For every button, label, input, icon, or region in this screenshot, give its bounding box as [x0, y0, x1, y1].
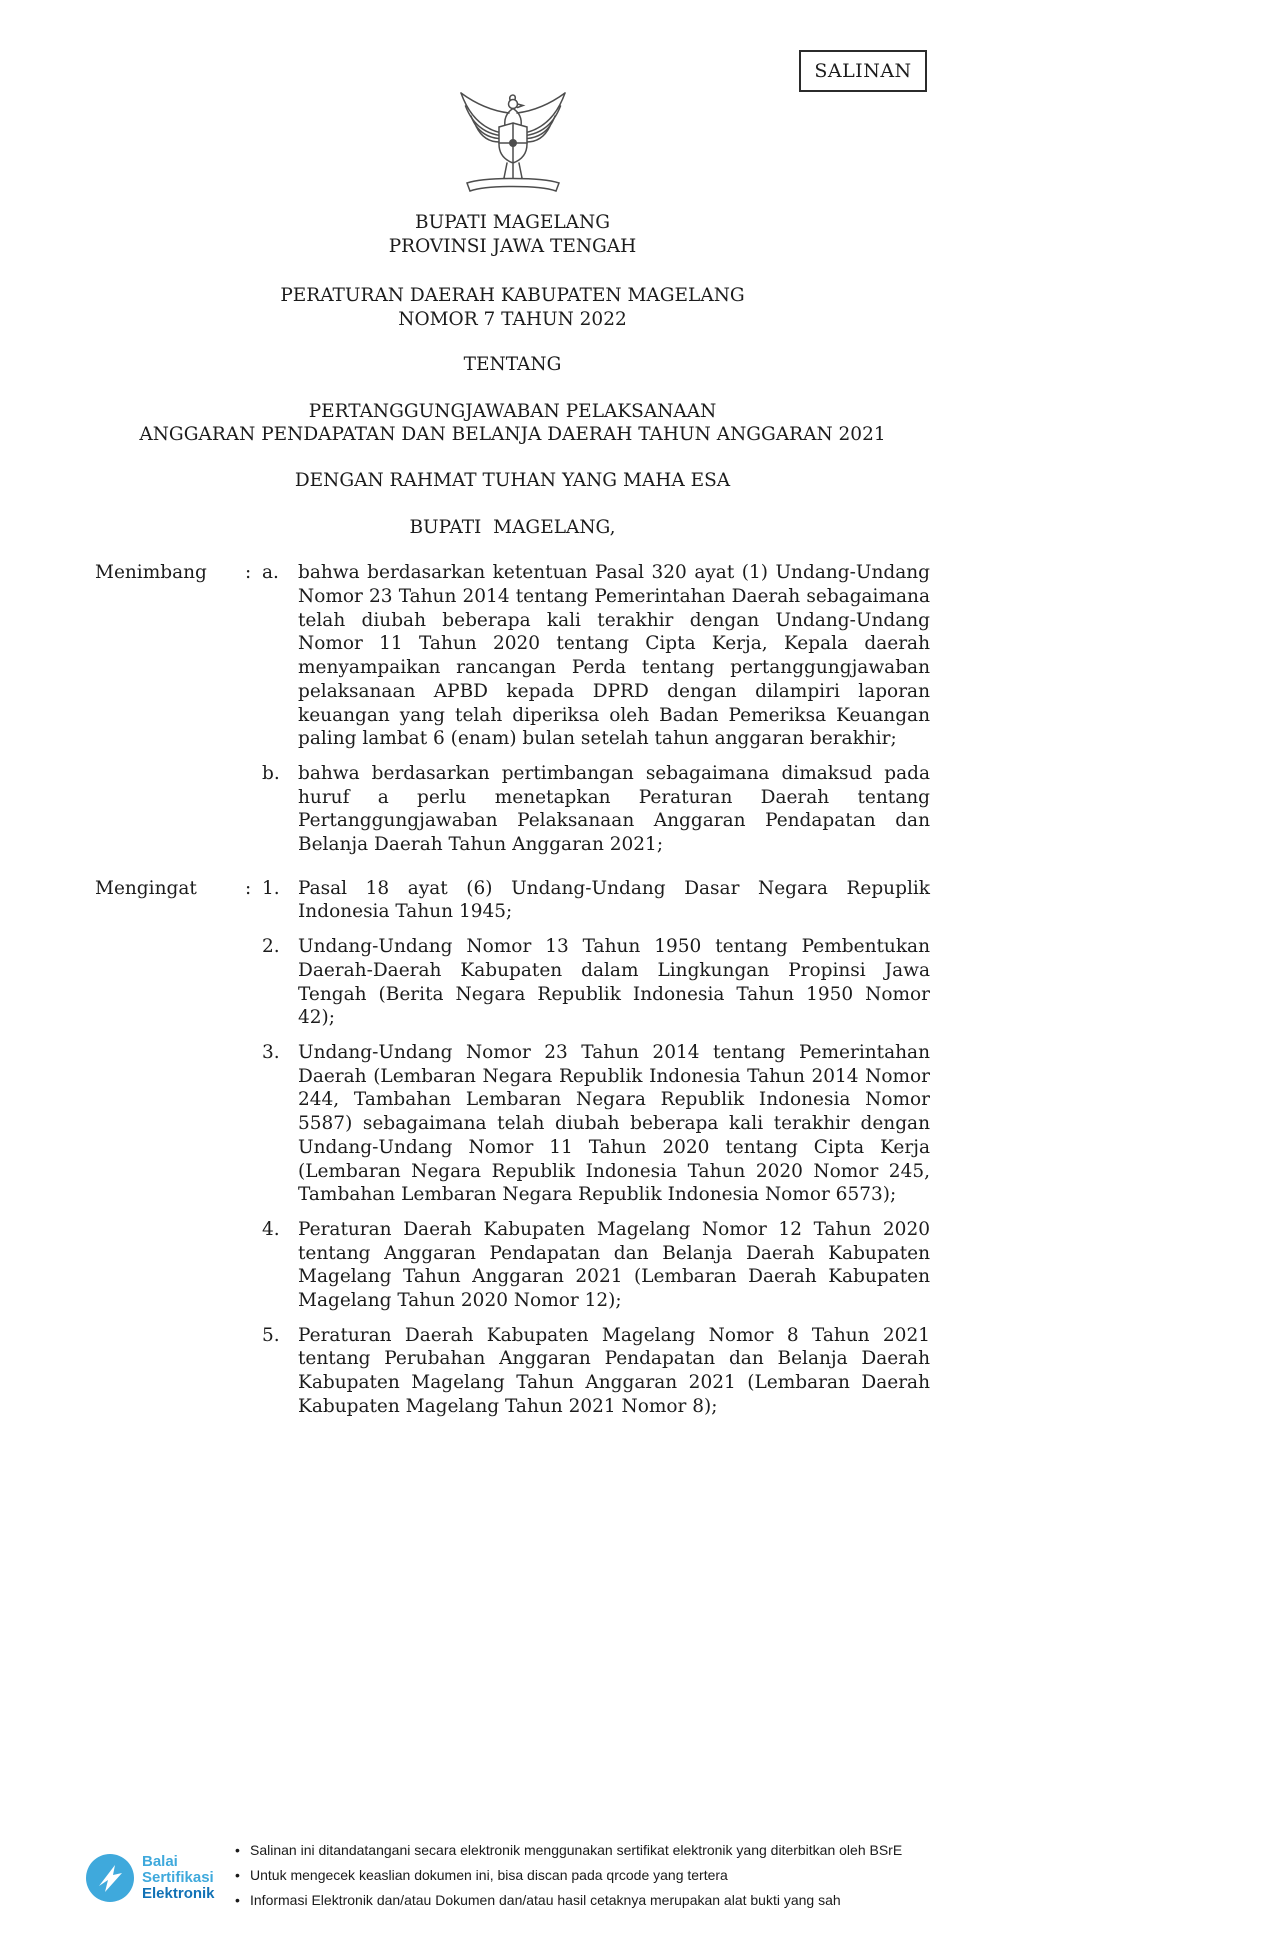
item-text: Peraturan Daerah Kabupaten Magelang Nomor 12 Tahun 2020 tentang Anggaran Pendapatan dan Belanja Daerah Kabupaten Magelang Tahun Anggaran 2021 (Lembaran Daerah Kabupaten Magelang Tahun 2020 Nomor 12);	[298, 1218, 930, 1312]
subject-line-1: PERTANGGUNGJAWABAN PELAKSANAAN	[308, 400, 717, 422]
item-marker: 3.	[262, 1041, 280, 1063]
item-text: Pasal 18 ayat (6) Undang-Undang Dasar Negara Repuplik Indonesia Tahun 1945;	[298, 877, 930, 923]
footer-note: • Informasi Elektronik dan/atau Dokumen dan/atau hasil cetaknya merupakan alat bukti yang sah	[235, 1890, 1185, 1911]
regulation-heading	[95, 284, 930, 331]
menimbang-colon: :	[245, 562, 252, 584]
salinan-stamp-label: SALINAN	[814, 60, 912, 82]
footer	[85, 1840, 1185, 1915]
mengingat-item-2	[262, 935, 930, 1030]
item-text: bahwa berdasarkan ketentuan Pasal 320 ayat (1) Undang-Undang Nomor 23 Tahun 2014 tentang Pemerintahan Daerah sebagaimana telah diubah beberapa kali terakhir dengan Undang-Undang Nomor 11 Tahun 2020 tentang Cipta Kerja, Kepala daerah menyampaikan rancangan Perda tentang pertanggungjawaban pelaksanaan APBD kepada DPRD dengan dilampiri laporan keuangan yang telah diperiksa oleh Badan Pemeriksa Keuangan paling lambat 6 (enam) bulan setelah tahun anggaran berakhir;	[298, 562, 930, 750]
invocation-heading: DENGAN RAHMAT TUHAN YANG MAHA ESA	[294, 469, 731, 491]
menimbang-label: Menimbang	[95, 562, 207, 584]
menimbang-body	[262, 561, 930, 856]
item-text: Peraturan Daerah Kabupaten Magelang Nomor 8 Tahun 2021 tentang Perubahan Anggaran Pendapatan dan Belanja Daerah Kabupaten Magelang Tahun Anggaran 2021 (Lembaran Daerah Kabupaten Magelang Tahun 2021 Nomor 8);	[298, 1324, 930, 1417]
item-marker: b.	[262, 762, 280, 784]
tentang-heading: TENTANG	[463, 353, 562, 375]
mengingat-item-3	[262, 1041, 930, 1207]
item-text: Undang-Undang Nomor 23 Tahun 2014 tentang Pemerintahan Daerah (Lembaran Negara Republik Indonesia Tahun 2014 Nomor 244, Tambahan Lembaran Negara Republik Indonesia Nomor 5587) sebagaimana telah diubah beberapa kali terakhir dengan Undang-Undang Nomor 11 Tahun 2020 tentang Cipta Kerja (Lembaran Negara Republik Indonesia Tahun 2020 Nomor 245, Tambahan Lembaran Negara Republik Indonesia Nomor 6573);	[298, 1041, 930, 1206]
authority-line-1: BUPATI MAGELANG	[414, 212, 610, 233]
item-text: Undang-Undang Nomor 13 Tahun 1950 tentang Pembentukan Daerah-Daerah Kabupaten dalam Lingkungan Propinsi Jawa Tengah (Berita Negara Republik Indonesia Tahun 1950 Nomor 42);	[298, 936, 930, 1029]
regulation-title: PERATURAN DAERAH KABUPATEN MAGELANG	[280, 285, 745, 307]
subject-line-2: ANGGARAN PENDAPATAN DAN BELANJA DAERAH TAHUN ANGGARAN 2021	[139, 424, 886, 446]
bsre-logo-line-1: Balai	[142, 1852, 178, 1870]
item-marker: a.	[262, 562, 279, 584]
mengingat-section	[95, 877, 930, 1419]
salinan-stamp	[799, 50, 927, 92]
mengingat-item-5	[262, 1324, 930, 1419]
footer-notes	[235, 1840, 1185, 1915]
bsre-logo-line-3: Elektronik	[142, 1884, 215, 1902]
mengingat-label: Mengingat	[95, 877, 197, 899]
mengingat-colon: :	[245, 877, 252, 899]
footer-note: • Salinan ini ditandatangani secara elektronik menggunakan sertifikat elektronik yang diterbitkan oleh BSrE	[235, 1840, 1185, 1861]
bsre-logo-line-2: Sertifikasi	[142, 1868, 214, 1886]
item-marker: 4.	[262, 1218, 280, 1240]
garuda-pancasila-emblem-icon	[453, 85, 573, 197]
subject-heading	[95, 400, 930, 447]
item-text: bahwa berdasarkan pertimbangan sebagaimana dimaksud pada huruf a perlu menetapkan Peraturan Daerah tentang Pertanggungjawaban Pelaksanaan Anggaran Pendapatan dan Belanja Daerah Tahun Anggaran 2021;	[298, 762, 930, 856]
mengingat-item-1	[262, 877, 930, 924]
authority-heading	[95, 211, 930, 258]
bsre-logo-text	[142, 1854, 215, 1902]
menimbang-section	[95, 561, 930, 856]
item-marker: 2.	[262, 936, 280, 958]
menimbang-item-a	[262, 561, 930, 751]
emblem-wrap	[95, 85, 930, 201]
mengingat-body	[262, 877, 930, 1419]
regulation-number: NOMOR 7 TAHUN 2022	[398, 309, 627, 331]
footer-note: • Untuk mengecek keaslian dokumen ini, bisa discan pada qrcode yang tertera	[235, 1865, 1185, 1886]
menimbang-item-b	[262, 762, 930, 857]
item-marker: 1.	[262, 877, 280, 899]
bsre-logo	[85, 1853, 235, 1903]
official-heading: BUPATI MAGELANG,	[409, 516, 616, 538]
mengingat-item-4	[262, 1218, 930, 1313]
bsre-logo-icon	[85, 1853, 135, 1903]
authority-line-2: PROVINSI JAWA TENGAH	[388, 235, 637, 257]
item-marker: 5.	[262, 1324, 280, 1346]
